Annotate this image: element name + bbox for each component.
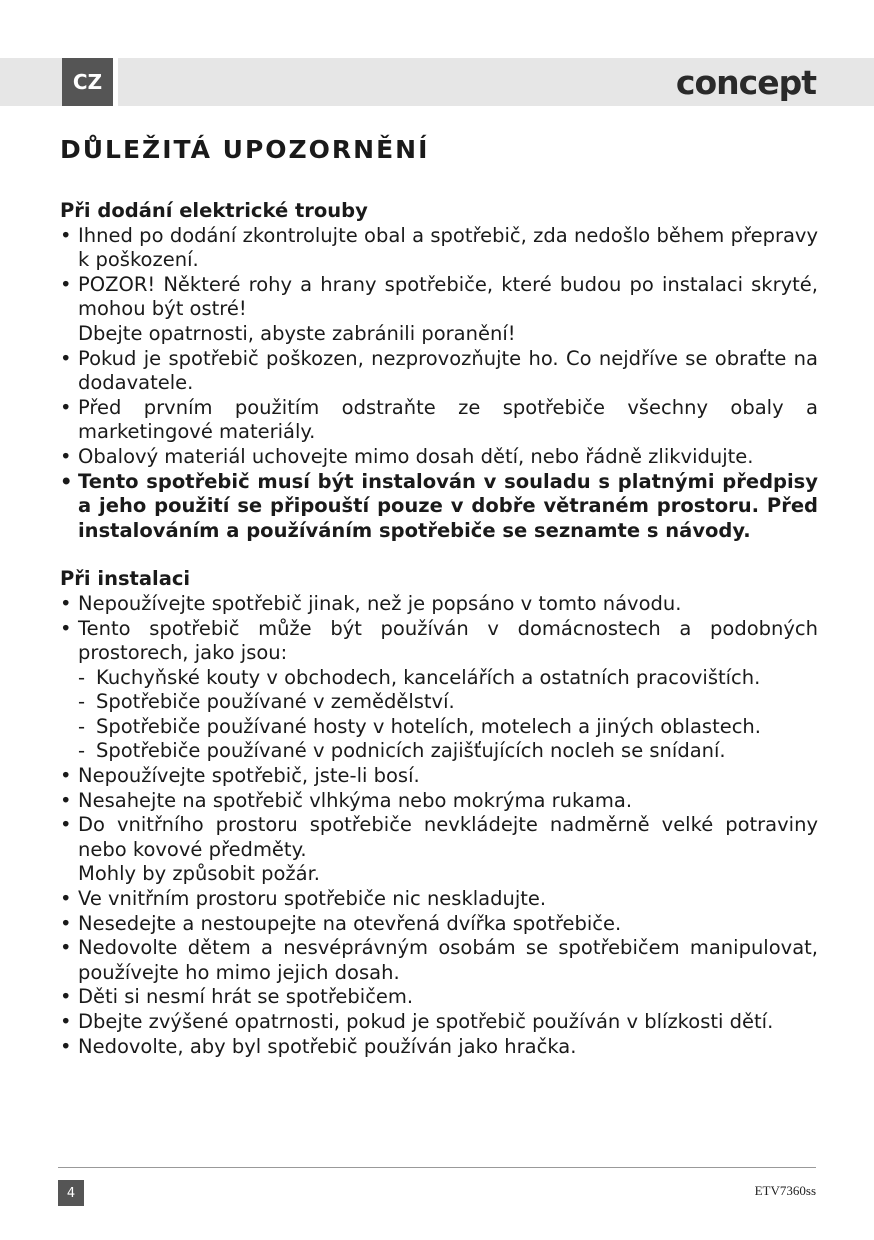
section-heading: Při dodání elektrické trouby [60, 199, 368, 222]
item-text: Děti si nesmí hrát se spotřebičem. [78, 985, 414, 1009]
item-text: Nesahejte na spotřebič vlhkýma nebo mokrýma rukama. [78, 788, 633, 812]
page-number: 4 [58, 1180, 84, 1206]
sub-list-item: - Spotřebiče používané v podnicích zajišťujících nocleh se snídaní. [78, 739, 818, 764]
item-text: Nepoužívejte spotřebič, jste-li bosí. [78, 764, 420, 788]
list-item [60, 592, 818, 617]
list-item [60, 936, 818, 985]
sub-list-item: - Kuchyňské kouty v obchodech, kancelářích a ostatních pracovištích. [78, 666, 818, 691]
section-heading: Při instalaci [60, 567, 191, 591]
list-item-warning [60, 470, 818, 544]
section-installation [60, 567, 818, 1059]
list-item [60, 813, 818, 887]
list-item [60, 912, 818, 937]
item-text: Ve vnitřním prostoru spotřebiče nic neskladujte. [78, 887, 547, 911]
item-text: Tento spotřebič musí být instalován v souladu s platnými předpisy a jeho použití se připouští pouze v dobře větraném prostoru. Před instalováním a používáním spotřebiče se seznamte s návody. [78, 469, 818, 542]
list-item [60, 396, 818, 445]
item-text: Pokud je spotřebič poškozen, nezprovozňujte ho. Co nejdříve se obraťte na dodavatele. [78, 346, 818, 395]
item-text: • Do vnitřního prostoru spotřebiče nevkládejte nadměrně velké potraviny nebo kovové předměty. [78, 813, 818, 861]
sub-list-item: - Spotřebiče používané hosty v hotelích, motelech a jiných oblastech. [78, 715, 818, 740]
header-divider [113, 58, 118, 106]
list-item [60, 764, 818, 789]
item-text: Nedovolte, aby byl spotřebič používán jako hračka. [78, 1034, 577, 1058]
sub-list [78, 666, 818, 764]
sub-list-item: - Spotřebiče používané v zemědělství. [78, 690, 818, 715]
section-delivery [60, 199, 818, 543]
list-item [60, 789, 818, 814]
item-text: Ihned po dodání zkontrolujte obal a spotřebič, zda nedošlo během přepravy k poškození. [78, 223, 818, 272]
list-item [60, 224, 818, 273]
list-item [60, 347, 818, 396]
item-text: Nepoužívejte spotřebič jinak, než je popsáno v tomto návodu. [78, 591, 682, 615]
item-text: Před prvním použitím odstraňte ze spotřebiče všechny obaly a marketingové materiály. [78, 395, 818, 444]
bullet-list [60, 224, 818, 544]
language-badge: CZ [62, 58, 113, 106]
list-item [60, 887, 818, 912]
list-item [60, 1010, 818, 1035]
model-number: ETV7360ss [754, 1183, 816, 1198]
page-title: DŮLEŽITÁ UPOZORNĚNÍ [60, 135, 430, 164]
item-text: Nedovolte dětem a nesvéprávným osobám se spotřebičem manipulovat, používejte ho mimo jejich dosah. [78, 936, 818, 984]
list-item [60, 1035, 818, 1060]
list-item [60, 985, 818, 1010]
list-item [60, 273, 818, 347]
page-content [60, 132, 818, 1059]
brand-logo: concept [675, 62, 816, 102]
footer-divider [58, 1167, 816, 1168]
list-item [60, 617, 818, 765]
item-text: Nesedejte a nestoupejte na otevřená dvířka spotřebiče. [78, 911, 622, 935]
item-text: Dbejte opatrnosti, abyste zabránili poranění! [78, 321, 516, 345]
bullet-list [60, 592, 818, 1059]
list-item [60, 445, 818, 470]
item-text: • POZOR! Některé rohy a hrany spotřebiče, které budou po instalaci skryté, mohou být ostré! [78, 272, 818, 321]
item-text: Obalový materiál uchovejte mimo dosah dětí, nebo řádně zlikvidujte. [78, 444, 754, 468]
item-text: Dbejte zvýšené opatrnosti, pokud je spotřebič používán v blízkosti dětí. [78, 1010, 774, 1033]
item-text: Tento spotřebič může být používán v domácnostech a podobných prostorech, jako jsou: [78, 616, 818, 665]
item-text: Mohly by způsobit požár. [78, 862, 321, 886]
